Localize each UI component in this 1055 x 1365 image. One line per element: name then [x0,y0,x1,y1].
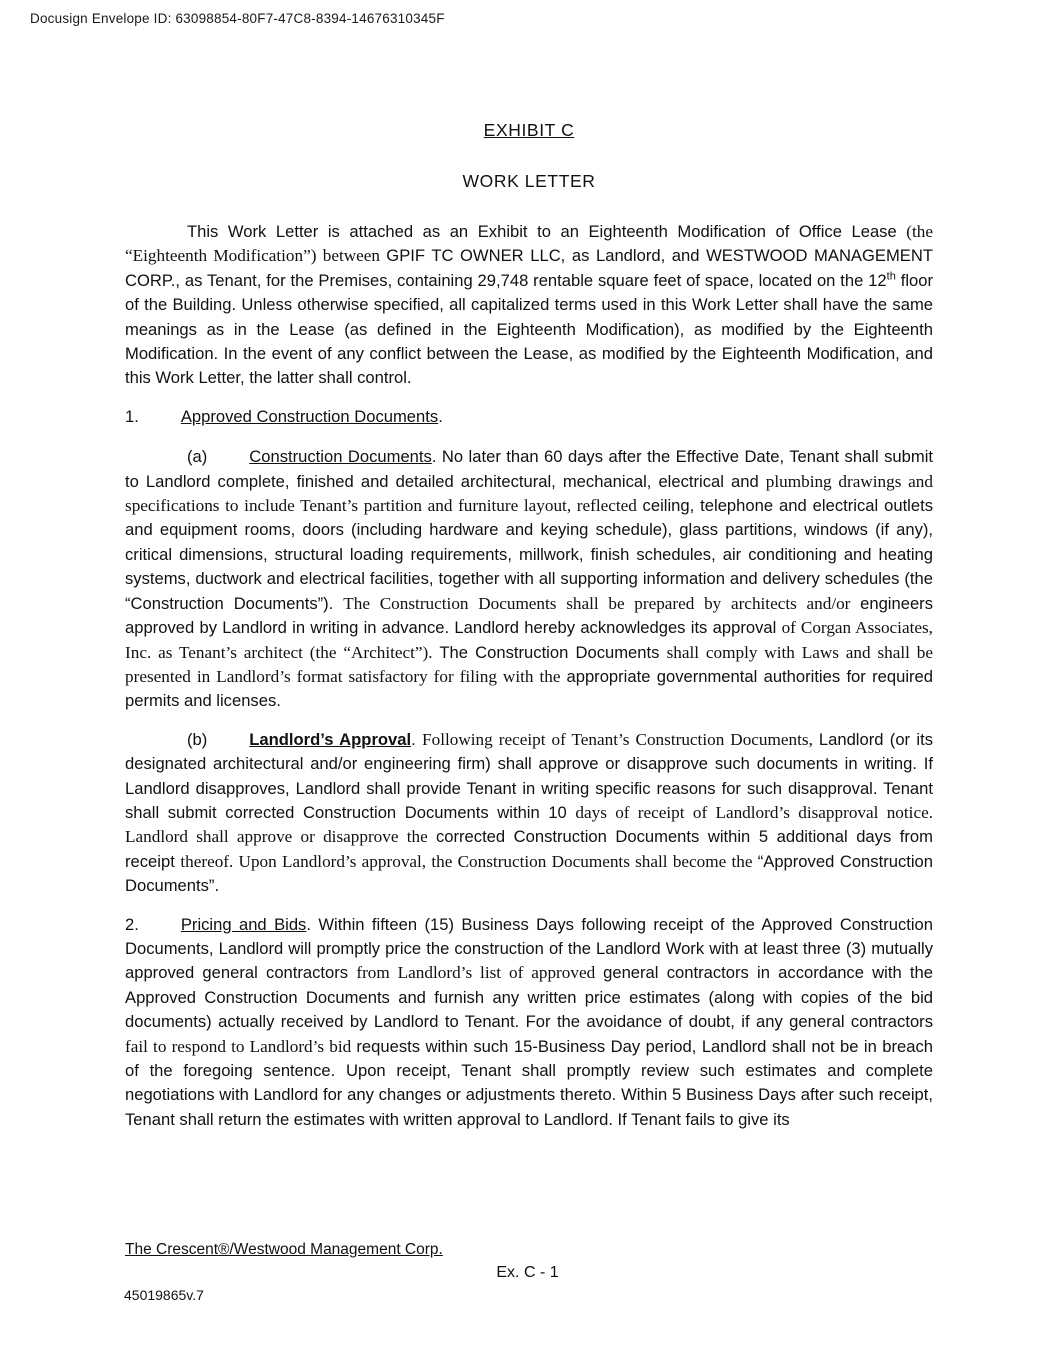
text-run: 2. [125,914,139,934]
text-run: fail to respond to Landlord’s bid [125,1036,357,1056]
text-run: th [886,270,896,283]
docusign-envelope-id: Docusign Envelope ID: 63098854-80F7-47C8-8394-14676310345F [30,11,445,26]
work-letter-subtitle: WORK LETTER [462,171,596,191]
text-run: 1. [125,406,139,426]
text-run: ceiling, telephone and electrical outlets and equipment rooms, doors (including hardware and keying schedule), glass partitions, windows (if any), critical dimensions, structural loading requirements, millwork, finish schedules, air conditioning and heating systems, ductwork and electrical facilities, together with all supporting information and delivery schedules (the “Construction Documents”). [125,496,934,613]
text-run: (a) [187,447,208,467]
document-content [125,120,933,1146]
page-number: Ex. C - 1 [496,1264,559,1281]
text-run: . [411,729,423,749]
intro-paragraph [125,220,933,391]
exhibit-title-text: EXHIBIT C [483,120,575,140]
text-run: appropriate governmental authorities for required permits and licenses. [125,666,933,711]
text-run: Pricing and Bids [180,914,307,934]
text-run: corrected Construction Documents within 5 additional days from receipt [125,827,933,871]
text-run: requests within such 15-Business Day period, Landlord shall not be in breach of the foregoing sentence. Upon receipt, Tenant shall promptly review such estimates and complete negotiations with Landlord for any changes or adjustments thereto. Within 5 Business Days after such receipt, Tenant shall return the estimates with written approval to Landlord. If Tenant fails to give its [125,1036,933,1129]
paragraph-1a-construction-documents [125,445,933,713]
text-run: . No later than 60 days after the Effective Date, Tenant shall submit to Landlord complete, finished and detailed architectural, mechanical, electrical and [125,447,933,491]
text-run: GPIF TC OWNER LLC, as Landlord, and WESTWOOD MANAGEMENT CORP., as Tenant, for the Premises, containing 29,748 rentable square feet of space, located on the 12 [125,246,933,290]
text-run: This Work Letter is attached as an Exhibit to an Eighteenth Modification of Office Lease [187,222,907,241]
document-version-number: 45019865v.7 [124,1287,204,1303]
text-run: from Landlord’s list of approved [356,963,604,983]
section-2-pricing-and-bids [125,913,933,1133]
text-run: . [438,406,443,426]
text-run: (b) [187,729,208,749]
text-run: Following receipt of Tenant’s Construction Documents, [422,729,819,749]
text-run: . Within fifteen (15) Business Days following receipt of the Approved Construction Documents, Landlord will promptly price the construction of the Landlord Work with at least three (3) mutually approved general contractors [125,914,933,983]
text-run: (the “Eighteenth Modification”) between [125,222,933,266]
text-run: of Corgan Associates, Inc. as Tenant’s architect (the “Architect”). [125,618,933,662]
document-body [125,220,933,1132]
text-run: general contractors in accordance with the Approved Construction Documents and furnish any written price estimates (along with copies of the bid documents) actually received by Landlord to Tenant. For the avoidance of doubt, if any general contractors [125,963,933,1032]
text-run: floor of the Building. Unless otherwise specified, all capitalized terms used in this Work Letter shall have the same meanings as in the Lease (as defined in the Eighteenth Modification), as modified by the Eighteenth Modification. In the event of any conflict between the Lease, as modified by the Eighteenth Modification, and this Work Letter, the latter shall control. [125,270,934,388]
text-run: Landlord (or its designated architectural and/or engineering firm) shall approve or disapprove such documents in writing. If Landlord disapproves, Landlord shall provide Tenant in writing specific reasons for such disapproval. Tenant shall submit corrected Construction Documents within 10 [125,729,933,822]
text-run: Approved Construction Documents [180,406,439,426]
text-run: Construction Documents [249,447,432,467]
text-run: engineers approved by Landlord in writing in advance. Landlord hereby acknowledges its approval [125,593,933,638]
text-run: thereof. Upon Landlord’s approval, the Construction Documents shall become the [180,851,758,871]
text-run: The Construction Documents [439,642,667,662]
text-run: shall comply with Laws and shall be presented in Landlord’s format satisfactory for filing with the [125,642,933,686]
exhibit-title [125,120,933,141]
section-1-heading [125,405,933,429]
paragraph-1b-landlords-approval [125,728,933,899]
text-run: “Approved Construction Documents”. [125,851,933,896]
text-run: days of receipt of Landlord’s disapproval notice. Landlord shall approve or disapprove the [125,802,933,847]
text-run: plumbing drawings and specifications to include Tenant’s partition and furniture layout, reflected [125,471,933,516]
footer-company-name: The Crescent®/Westwood Management Corp. [125,1241,443,1258]
text-run: The Construction Documents shall be prepared by architects and/or [343,593,861,613]
text-run: Landlord’s Approval [249,729,412,749]
